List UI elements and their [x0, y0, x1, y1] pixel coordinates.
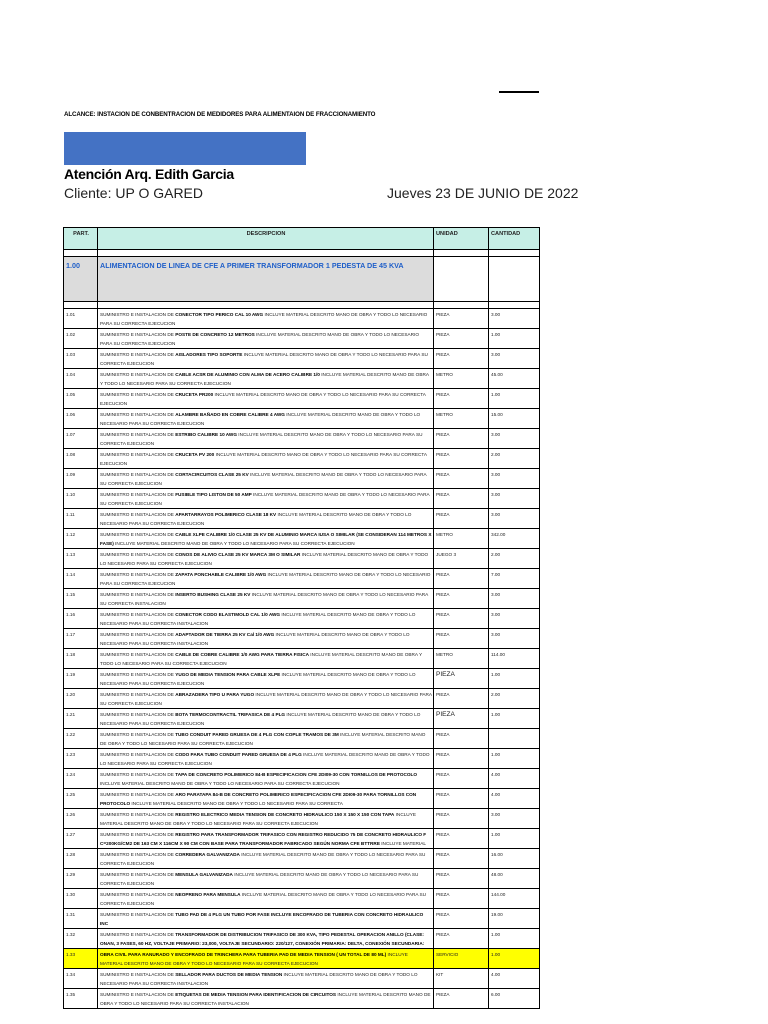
- row-description: [98, 909, 434, 929]
- row-description: [98, 469, 434, 489]
- row-part: 1.33: [64, 949, 98, 969]
- row-description: [98, 769, 434, 789]
- desc-item: ALAMBRE BAÑADO EN COBRE CALIBRE 4 AWG: [175, 412, 285, 417]
- row-unit: PIEZA: [434, 829, 489, 849]
- header-color-bar: [64, 132, 306, 165]
- row-part: 1.35: [64, 989, 98, 1009]
- table-row: [64, 649, 540, 669]
- table-row: [64, 809, 540, 829]
- row-unit: PIEZA: [434, 629, 489, 649]
- row-quantity: 1.00: [489, 829, 540, 849]
- row-quantity: 3.00: [489, 349, 540, 369]
- table-row: [64, 929, 540, 949]
- row-unit: SERVICIO: [434, 949, 489, 969]
- desc-suffix: INCLUYE MATERIAL DESCRITO MANO DE OBRA Y TODO LO NECESARIO PARA SU CORRECTA EJECUCION: [113, 541, 355, 546]
- row-unit: PIEZA: [434, 589, 489, 609]
- row-part: 1.08: [64, 449, 98, 469]
- table-row: [64, 609, 540, 629]
- desc-prefix: SUMINISTRO E INSTALACION DE: [100, 452, 176, 457]
- row-unit: JUEGO 3: [434, 549, 489, 569]
- row-unit: METRO: [434, 369, 489, 389]
- desc-prefix: SUMINISTRO E INSTALACION DE: [100, 692, 176, 697]
- table-header-row: [64, 228, 540, 250]
- desc-item: ABRAZADERA TIPO U PARA YUGO: [175, 692, 255, 697]
- desc-suffix: INCLUYE MATERIAL DESCRITO MANO DE OBRA Y TODO LO NECESARIO PARA SU CORRECTA EJECUCION: [100, 392, 426, 406]
- row-description: [98, 729, 434, 749]
- date-line: Jueves 23 DE JUNIO DE 2022: [387, 185, 579, 201]
- row-quantity: 1.00: [489, 929, 540, 949]
- desc-prefix: SUMINISTRO E INSTALACION DE: [100, 512, 176, 517]
- row-part: 1.15: [64, 589, 98, 609]
- row-description: [98, 549, 434, 569]
- desc-suffix: INCLUYE MATERIAL DESCRITO MANO DE OBRA Y TODO LO NECESARIO PARA SU CORRECTA EJECUCION: [100, 332, 420, 346]
- row-description: [98, 369, 434, 389]
- table-row: [64, 569, 540, 589]
- row-quantity: 1.00: [489, 749, 540, 769]
- desc-prefix: SUMINISTRO E INSTALACION DE: [100, 792, 176, 797]
- table-row: [64, 689, 540, 709]
- row-quantity: 19.00: [489, 909, 540, 929]
- desc-item: TAPA DE CONCRETO POLIMERICO 84-B ESPECIFICACION CFE 2DI09-30 CON TORNILLOS DE PROTOCOLO: [175, 772, 418, 777]
- row-part: 1.18: [64, 649, 98, 669]
- desc-item: CABLE ACSR DE ALUMINIO CON ALMA DE ACERO CALIBRE 1/0: [175, 372, 320, 377]
- row-part: 1.04: [64, 369, 98, 389]
- table-row: [64, 669, 540, 689]
- row-quantity: 1.00: [489, 389, 540, 409]
- row-part: 1.02: [64, 329, 98, 349]
- row-quantity: 4.00: [489, 789, 540, 809]
- table-row: [64, 489, 540, 509]
- desc-prefix: SUMINISTRO E INSTALACION DE: [100, 812, 176, 817]
- row-part: 1.19: [64, 669, 98, 689]
- row-part: 1.05: [64, 389, 98, 409]
- row-unit: METRO: [434, 649, 489, 669]
- desc-suffix: INCLUYE MATERIAL DESCRITO MANO DE OBRA Y TODO LO NECESARIO PARA SU CORRECTA: [130, 801, 343, 806]
- spacer-row: [64, 250, 540, 257]
- row-unit: PIEZA: [434, 569, 489, 589]
- row-description: [98, 449, 434, 469]
- row-unit: PIEZA: [434, 509, 489, 529]
- row-part: 1.13: [64, 549, 98, 569]
- desc-suffix: INCLUYE MATERIAL DESCRITO MANO DE OBRA Y TODO LO NECESARIO PARA SU CORRECTA EJECUCION: [100, 892, 427, 906]
- desc-suffix: INCLUYE MATERIAL DESCRITO MANO DE OBRA Y TODO LO NECESARIO PARA SU CORRECTA EJECUCION: [100, 492, 430, 506]
- desc-prefix: SUMINISTRO E INSTALACION DE: [100, 372, 176, 377]
- table-row: [64, 589, 540, 609]
- row-quantity: 6.00: [489, 989, 540, 1009]
- desc-suffix: INCLUYE MATERIAL DESCRITO MANO DE OBRA Y TODO LO NECESARIO PARA SU CORRECTA EJECUCION: [100, 452, 427, 466]
- row-part: 1.10: [64, 489, 98, 509]
- desc-item: CABLE XLPE CALIBRE 1/0 CLASE 25 KV DE ALUMINIO MARCA IUSA O SIMILAR (SE CONSIDERAN 114 METROS X FASE): [100, 532, 432, 546]
- desc-prefix: SUMINISTRO E INSTALACION DE: [100, 652, 176, 657]
- row-unit: PIEZA: [434, 669, 489, 689]
- desc-suffix: INCLUYE MATERIAL DESCRITO MANO DE OBRA Y TODO LO NECESARIO PARA SU CORRECTA INSTALACION: [100, 992, 431, 1006]
- row-unit: PIEZA: [434, 769, 489, 789]
- desc-item: TRANSFORMADOR DE DISTRIBUCION TRIFASICO DE 300 KVA, TIPO PEDESTAL OPERACION ANILLO (CLASE: ONAN, 3 FASES, 60 HZ, VOLTAJE PRIMARIO: 23,000, VOLTAJE SECUNDARIO: 220/127, CONEXIÓN PRIMARIA: DELTA, CONEXIÓN SECUNDARIA:: [100, 932, 425, 946]
- desc-item: CRUCETA PR200: [175, 392, 214, 397]
- row-description: [98, 489, 434, 509]
- row-quantity: 45.00: [489, 369, 540, 389]
- row-part: 1.22: [64, 729, 98, 749]
- row-part: 1.28: [64, 849, 98, 869]
- section-row: [64, 257, 540, 302]
- col-header-cantidad: CANTIDAD: [489, 228, 540, 250]
- desc-suffix: INCLUYE MATERIAL DESCRITO MANO DE OBRA Y TODO LO NECESARIO PARA SU CORRECTA INSTALACION: [100, 972, 418, 986]
- row-unit: PIEZA: [434, 429, 489, 449]
- desc-item: ESTRIBO CALIBRE 10 AWG: [175, 432, 237, 437]
- desc-suffix: INCLUYE MATERIAL DESCRITO MANO DE OBRA Y TODO LO NECESARIO PARA SU CORRECTA EJECUCION: [100, 372, 429, 386]
- row-part: 1.09: [64, 469, 98, 489]
- row-part: 1.16: [64, 609, 98, 629]
- row-unit: PIEZA: [434, 449, 489, 469]
- desc-item: REGISTRO ELECTRICO MEDIA TENSION DE CONCRETO HIDRAULICO 150 X 150 X 150 CON TAPA: [175, 812, 395, 817]
- desc-prefix: SUMINISTRO E INSTALACION DE: [100, 732, 176, 737]
- row-unit: PIEZA: [434, 889, 489, 909]
- row-part: 1.31: [64, 909, 98, 929]
- row-quantity: 1.00: [489, 669, 540, 689]
- table-row: [64, 469, 540, 489]
- row-description: [98, 869, 434, 889]
- row-description: [98, 929, 434, 949]
- top-rule-line: [499, 91, 539, 93]
- desc-prefix: SUMINISTRO E INSTALACION DE: [100, 532, 176, 537]
- row-quantity: 1.00: [489, 949, 540, 969]
- desc-prefix: SUMINISTRO E INSTALACION DE: [100, 772, 176, 777]
- desc-item: CORREDERA GALVANIZADA: [175, 852, 240, 857]
- desc-prefix: SUMINISTRO E INSTALACION DE: [100, 852, 176, 857]
- row-description: [98, 649, 434, 669]
- row-quantity: 7.00: [489, 569, 540, 589]
- row-description: [98, 749, 434, 769]
- desc-suffix: INCLUYE MATERIAL DESCRITO MANO DE OBRA Y TODO LO NECESARIO PARA SU CORRECTA EJECUCION: [100, 512, 412, 526]
- row-description: [98, 389, 434, 409]
- desc-suffix: INCLUYE MATERIAL DESCRITO MANO DE OBRA Y TODO LO NECESARIO PARA SU CORRECTA EJECUCION: [100, 352, 428, 366]
- spacer-row: [64, 302, 540, 309]
- desc-suffix: INCLUYE MATERIAL DESCRITO MANO DE OBRA Y TODO LO NECESARIO PARA SU CORRECTA EJECUCION: [100, 652, 423, 666]
- row-unit: PIEZA: [434, 929, 489, 949]
- row-quantity: 2.00: [489, 549, 540, 569]
- row-description: [98, 589, 434, 609]
- desc-suffix: INCLUYE MATERIAL DESCRITO MANO DE OBRA Y TODO LO NECESARIO PARA SU CORRECTA EJECUCION: [100, 781, 340, 786]
- row-quantity: 3.00: [489, 309, 540, 329]
- desc-item: BOTA TERMOCONTRACTIL TRIFASICA DE 4 PLG: [175, 712, 286, 717]
- table-row: [64, 849, 540, 869]
- row-description: [98, 349, 434, 369]
- desc-suffix: INCLUYE MATERIAL DESCRITO MANO DE OBRA Y TODO LO NECESARIO PARA SU CORRECTA EJECUCION: [100, 852, 426, 866]
- desc-prefix: SUMINISTRO E INSTALACION DE: [100, 912, 176, 917]
- row-part: 1.20: [64, 689, 98, 709]
- row-description: [98, 529, 434, 549]
- desc-item: INSERTO BUSHING CLASE 25 KV: [175, 592, 251, 597]
- row-description: [98, 669, 434, 689]
- row-quantity: 3.00: [489, 629, 540, 649]
- row-unit: PIEZA: [434, 309, 489, 329]
- row-part: 1.14: [64, 569, 98, 589]
- row-description: [98, 949, 434, 969]
- desc-suffix: INCLUYE MATERIAL DESCRITO MANO DE OBRA Y TODO LO NECESARIO PARA SU CORRECTA EJECUCION: [100, 432, 423, 446]
- row-quantity: 15.00: [489, 409, 540, 429]
- row-description: [98, 629, 434, 649]
- desc-item: OBRA CIVIL PARA RANURADO Y ENCOFRADO DE TRINCHERA PARA TUBERIA PAD DE MEDIA TENSION ( UN TOTAL DE 80 ML): [100, 952, 387, 957]
- desc-suffix: INCLUYE MATERIAL DESCRITO MANO DE OBRA Y TODO LO NECESARIO PARA SU CORRECTA EJECUCION: [100, 312, 428, 326]
- desc-prefix: SUMINISTRO E INSTALACION DE: [100, 932, 176, 937]
- row-part: 1.34: [64, 969, 98, 989]
- table-row: [64, 309, 540, 329]
- table-row: [64, 449, 540, 469]
- row-part: 1.06: [64, 409, 98, 429]
- row-quantity: [489, 729, 540, 749]
- row-quantity: 3.00: [489, 609, 540, 629]
- quote-table: [63, 227, 540, 1009]
- desc-suffix: INCLUYE MATERIAL DESCRITO MANO DE OBRA Y TODO LO NECESARIO PARA SU CORRECTA EJECUCION: [100, 472, 427, 486]
- desc-prefix: SUMINISTRO E INSTALACION DE: [100, 892, 176, 897]
- row-description: [98, 429, 434, 449]
- desc-prefix: SUMINISTRO E INSTALACION DE: [100, 592, 176, 597]
- row-description: [98, 569, 434, 589]
- row-quantity: 2.00: [489, 449, 540, 469]
- row-quantity: 4.00: [489, 769, 540, 789]
- desc-suffix: INCLUYE MATERIAL DESCRITO MANO DE OBRA Y TODO LO NECESARIO PARA SU CORRECTA INSTALACION: [100, 612, 416, 626]
- row-part: 1.26: [64, 809, 98, 829]
- desc-item: MENSULA GALVANIZADA: [175, 872, 233, 877]
- table-row: [64, 769, 540, 789]
- row-quantity: 3.00: [489, 589, 540, 609]
- col-header-part: PART.: [64, 228, 98, 250]
- desc-suffix: INCLUYE MATERIAL DESCRITO MANO DE OBRA Y TODO LO NECESARIO PARA SU CORRECTA EJECUCION: [100, 692, 432, 706]
- desc-suffix: INCLUYE MATERIAL DESCRITO MANO DE OBRA Y TODO LO NECESARIO PARA SU CORRECTA EJECUCION: [100, 672, 416, 686]
- attention-line: Atención Arq. Edith Garcia: [64, 166, 234, 182]
- desc-suffix: INCLUYE MATERIAL DESCRITO MANO DE OBRA Y TODO LO NECESARIO PARA SU CORRECTA INSTALACION: [100, 592, 429, 606]
- desc-item: SELLADOR PARA DUCTOS DE MEDIA TENSION: [175, 972, 283, 977]
- row-part: 1.24: [64, 769, 98, 789]
- row-quantity: 4.00: [489, 969, 540, 989]
- desc-item: CONECTOR TIPO PERICO CAL 10 AWG: [175, 312, 264, 317]
- table-row: [64, 909, 540, 929]
- row-unit: PIEZA: [434, 329, 489, 349]
- table-row: [64, 349, 540, 369]
- row-description: [98, 689, 434, 709]
- row-description: [98, 849, 434, 869]
- table-row: [64, 369, 540, 389]
- row-quantity: 342.00: [489, 529, 540, 549]
- row-unit: KIT: [434, 969, 489, 989]
- table-row: [64, 749, 540, 769]
- desc-suffix: INCLUYE MATERIAL DESCRITO MANO DE OBRA Y TODO LO NECESARIO PARA SU CORRECTA EJECUCION: [100, 412, 421, 426]
- desc-prefix: SUMINISTRO E INSTALACION DE: [100, 572, 176, 577]
- row-part: 1.25: [64, 789, 98, 809]
- desc-item: YUGO DE MEDIA TENSION PARA CABLE XLPE: [175, 672, 281, 677]
- desc-item: REGISTRO PARA TRANSFORMADOR TRIFASICO CON REGISTRO REDUCIDO 75 DE CONCRETO HIDRAULICO F C=200KG/CM2 DE 163 CM X 116CM X 90 CM CON BASE PARA TRANSFORMADOR FABRICADO SEGÚN NORMA CFE BTTRRE: [100, 832, 427, 846]
- desc-item: ZAPATA PONCHABLE CALIBRE 1/0 AWG: [175, 572, 267, 577]
- row-quantity: 3.00: [489, 509, 540, 529]
- row-unit: METRO: [434, 409, 489, 429]
- table-row: [64, 989, 540, 1009]
- desc-item: CORTACIRCUITOS CLASE 25 KV: [175, 472, 249, 477]
- table-row: [64, 829, 540, 849]
- row-part: 1.27: [64, 829, 98, 849]
- row-quantity: 1.00: [489, 709, 540, 729]
- row-quantity: 3.00: [489, 489, 540, 509]
- desc-item: AISLADORES TIPO SOPORTE: [175, 352, 243, 357]
- row-part: 1.21: [64, 709, 98, 729]
- desc-suffix: INCLUYE MATERIAL DESCRITO MANO DE OBRA Y TODO LO NECESARIO PARA SU CORRECTA EJECUCION: [100, 872, 419, 886]
- desc-item: CONOS DE ALIVIO CLASE 25 KV MARCA 3M O SIMILAR: [175, 552, 301, 557]
- desc-item: TUBO CONDUIT PARED GRUESA DE 4 PLG CON COPLE TRAMOS DE 3M: [175, 732, 339, 737]
- row-quantity: 2.00: [489, 689, 540, 709]
- desc-prefix: SUMINISTRO E INSTALACION DE: [100, 972, 176, 977]
- desc-item: ETIQUETAS DE MEDIA TENSION PARA IDENTIFICACION DE CIRCUITOS: [175, 992, 337, 997]
- table-row: [64, 549, 540, 569]
- row-description: [98, 829, 434, 849]
- desc-item: ARO PARATAPA 84-B DE CONCRETO POLIMERICO ESPECIFICACION CFE 2DI09-30 PARA TORNILLOS CON PROTOCOLO: [100, 792, 417, 806]
- row-unit: PIEZA: [434, 489, 489, 509]
- row-quantity: 16.00: [489, 849, 540, 869]
- desc-suffix: INCLUYE MATERIAL: [379, 841, 426, 846]
- desc-prefix: SUMINISTRO E INSTALACION DE: [100, 312, 176, 317]
- desc-suffix: INCLUYE MATERIAL DESCRITO MANO DE OBRA Y TODO LO NECESARIO PARA SU CORRECTA EJECUCION: [100, 812, 416, 826]
- table-row: [64, 889, 540, 909]
- desc-item: CABLE DE COBRE CALIBRE 1/0 AWG PARA TIERRA FISICA: [175, 652, 309, 657]
- desc-prefix: SUMINISTRO E INSTALACION DE: [100, 992, 176, 997]
- row-description: [98, 409, 434, 429]
- col-header-unidad: UNIDAD: [434, 228, 489, 250]
- desc-item: TUBO PAD DE 4 PLG UN TUBO POR FASE INCLUYE ENCOFRADO DE TUBERIA CON CONCRETO HIDRAULICO INC: [100, 912, 424, 926]
- row-quantity: 3.00: [489, 809, 540, 829]
- row-quantity: 1.00: [489, 329, 540, 349]
- row-unit: PIEZA: [434, 869, 489, 889]
- row-description: [98, 329, 434, 349]
- row-description: [98, 969, 434, 989]
- row-unit: PIEZA: [434, 789, 489, 809]
- desc-suffix: INCLUYE MATERIAL DESCRITO MANO DE OBRA Y TODO LO NECESARIO PARA SU CORRECTA EJECUCION: [100, 552, 429, 566]
- row-quantity: 3.00: [489, 429, 540, 449]
- table-row: [64, 629, 540, 649]
- row-description: [98, 789, 434, 809]
- desc-prefix: SUMINISTRO E INSTALACION DE: [100, 392, 176, 397]
- table-row: [64, 329, 540, 349]
- row-description: [98, 989, 434, 1009]
- desc-prefix: SUMINISTRO E INSTALACION DE: [100, 712, 176, 717]
- col-header-descripcion: DESCRIPCION: [98, 228, 434, 250]
- table-row: [64, 969, 540, 989]
- row-part: 1.12: [64, 529, 98, 549]
- desc-suffix: INCLUYE MATERIAL DESCRITO MANO DE OBRA Y TODO LO NECESARIO PARA SU CORRECTA EJECUCION: [100, 752, 430, 766]
- table-row: [64, 509, 540, 529]
- row-description: [98, 609, 434, 629]
- row-unit: PIEZA: [434, 689, 489, 709]
- desc-prefix: SUMINISTRO E INSTALACION DE: [100, 412, 176, 417]
- row-unit: PIEZA: [434, 809, 489, 829]
- table-row: [64, 869, 540, 889]
- desc-item: CODO PARA TUBO CONDUIT PARED GRUESA DE 4 PLG: [175, 752, 302, 757]
- desc-suffix: INCLUYE MATERIAL DESCRITO MANO DE OBRA Y TODO LO NECESARIO PARA SU CORRECTA EJECUCION: [100, 952, 408, 966]
- desc-prefix: SUMINISTRO E INSTALACION DE: [100, 352, 176, 357]
- row-quantity: 48.00: [489, 869, 540, 889]
- desc-item: FUSIBLE TIPO LISTON DE 50 AMP: [175, 492, 252, 497]
- scope-line: ALCANCE: INSTACION DE CONBENTRACION DE MEDIDORES PARA ALIMENTAION DE FRACCIONAMIENTO: [64, 111, 376, 118]
- desc-item: CONECTOR CODO ELASTIMOLD CAL 1/0 AWG: [175, 612, 281, 617]
- desc-prefix: SUMINISTRO E INSTALACION DE: [100, 832, 176, 837]
- row-unit: PIEZA: [434, 389, 489, 409]
- row-unit: PIEZA: [434, 609, 489, 629]
- row-description: [98, 509, 434, 529]
- table-row: [64, 389, 540, 409]
- desc-suffix: INCLUYE MATERIAL DESCRITO MANO DE OBRA Y TODO LO NECESARIO PARA SU CORRECTA EJECUCION: [100, 732, 426, 746]
- table-row: [64, 729, 540, 749]
- row-quantity: 114.00: [489, 649, 540, 669]
- table-row: [64, 709, 540, 729]
- row-part: 1.07: [64, 429, 98, 449]
- row-part: 1.03: [64, 349, 98, 369]
- desc-prefix: SUMINISTRO E INSTALACION DE: [100, 632, 176, 637]
- row-unit: PIEZA: [434, 909, 489, 929]
- row-unit: PIEZA: [434, 989, 489, 1009]
- desc-suffix: INCLUYE MATERIAL DESCRITO MANO DE OBRA Y TODO LO NECESARIO PARA SU CORRECTA EJECUCION: [100, 572, 431, 586]
- row-unit: PIEZA: [434, 729, 489, 749]
- row-description: [98, 889, 434, 909]
- desc-prefix: SUMINISTRO E INSTALACION DE: [100, 752, 176, 757]
- desc-suffix: INCLUYE MATERIAL DESCRITO MANO DE OBRA Y TODO LO NECESARIO PARA SU CORRECTA INSTALACION: [100, 632, 410, 646]
- desc-prefix: SUMINISTRO E INSTALACION DE: [100, 872, 176, 877]
- row-part: 1.32: [64, 929, 98, 949]
- row-unit: METRO: [434, 529, 489, 549]
- row-unit: PIEZA: [434, 849, 489, 869]
- desc-item: NEOPRENO PARA MENSULA: [175, 892, 241, 897]
- row-unit: PIEZA: [434, 349, 489, 369]
- client-line: Cliente: UP O GARED: [64, 185, 204, 201]
- desc-prefix: SUMINISTRO E INSTALACION DE: [100, 612, 176, 617]
- row-unit: PIEZA: [434, 709, 489, 729]
- desc-prefix: SUMINISTRO E INSTALACION DE: [100, 492, 176, 497]
- table-row: [64, 429, 540, 449]
- row-part: 1.29: [64, 869, 98, 889]
- row-part: 1.30: [64, 889, 98, 909]
- desc-prefix: SUMINISTRO E INSTALACION DE: [100, 552, 176, 557]
- row-part: 1.01: [64, 309, 98, 329]
- desc-prefix: SUMINISTRO E INSTALACION DE: [100, 432, 176, 437]
- desc-prefix: SUMINISTRO E INSTALACION DE: [100, 672, 176, 677]
- row-quantity: 3.00: [489, 469, 540, 489]
- row-part: 1.23: [64, 749, 98, 769]
- table-row: [64, 529, 540, 549]
- table-row: [64, 789, 540, 809]
- section-number: 1.00: [64, 257, 98, 302]
- row-part: 1.11: [64, 509, 98, 529]
- row-description: [98, 709, 434, 729]
- row-description: [98, 809, 434, 829]
- table-row: [64, 949, 540, 969]
- row-part: 1.17: [64, 629, 98, 649]
- desc-suffix: INCLUYE MATERIAL DESCRITO MANO DE OBRA Y TODO LO NECESARIO PARA SU CORRECTA EJECUCION: [100, 712, 421, 726]
- row-description: [98, 309, 434, 329]
- row-quantity: 144.00: [489, 889, 540, 909]
- desc-item: POSTE DE CONCRETO 12 METROS: [175, 332, 255, 337]
- desc-prefix: SUMINISTRO E INSTALACION DE: [100, 332, 176, 337]
- desc-item: APARTARRAYOS POLIMERICO CLASE 18 KV: [175, 512, 277, 517]
- desc-item: CRUCETA PV 200: [175, 452, 215, 457]
- section-title: ALIMENTACION DE LINEA DE CFE A PRIMER TRANSFORMADOR 1 PEDESTA DE 45 KVA: [98, 257, 434, 302]
- row-unit: PIEZA: [434, 749, 489, 769]
- row-unit: PIEZA: [434, 469, 489, 489]
- desc-prefix: SUMINISTRO E INSTALACION DE: [100, 472, 176, 477]
- desc-item: ADAPTADOR DE TIERRA 25 KV Cal 1/0 AWG: [175, 632, 275, 637]
- table-row: [64, 409, 540, 429]
